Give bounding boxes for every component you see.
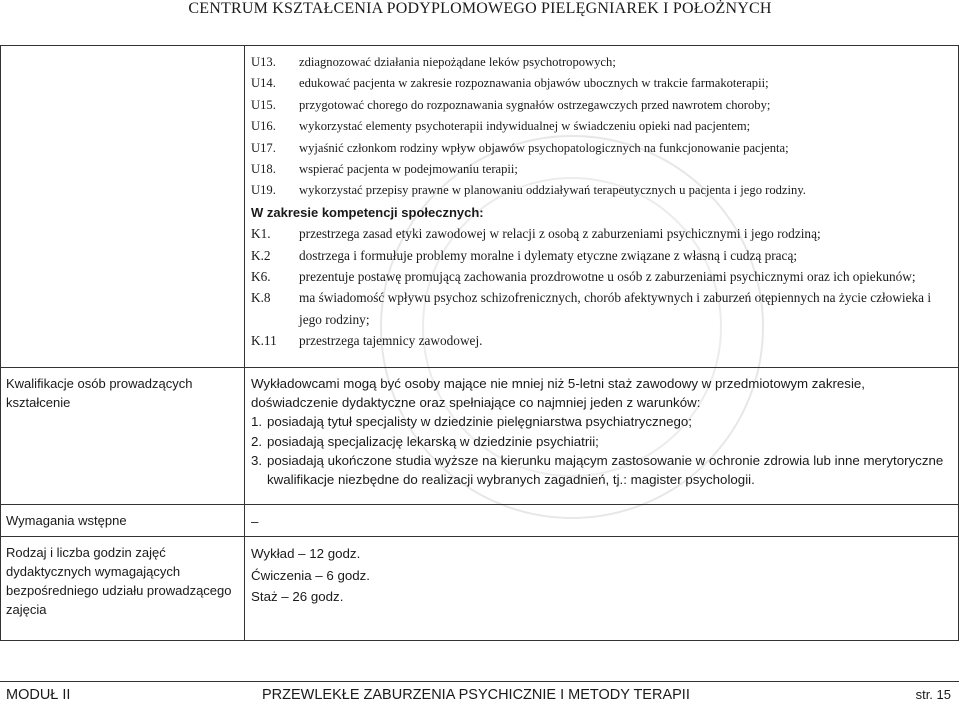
competency-item: K1. przestrzega zasad etyki zawodowej w relacji z osobą z zaburzeniami psychicznymi i jego rodziną; [251,226,821,242]
footer-module: MODUŁ II [6,687,71,703]
qualifications-label: Kwalifikacje osób prowadzących kształcenie [1,368,245,505]
competency-item: K.11 przestrzega tajemnicy zawodowej. [251,333,483,349]
hours-label: Rodzaj i liczba godzin zajęć dydaktycznych wymagających bezpośredniego udziału prowadzącego zajęcia [1,537,245,641]
page-header [0,0,960,36]
prerequisites-value: – [245,505,959,537]
skill-item: U18. wspierać pacjenta w podejmowaniu terapii; [251,162,518,177]
prerequisites-row [1,505,959,537]
learning-outcomes-cell [245,46,959,368]
header-title: CENTRUM KSZTAŁCENIA PODYPLOMOWEGO PIELĘGNIAREK I POŁOŻNYCH [188,0,772,17]
competency-item: K6. prezentuje postawę promującą zachowania prozdrowotne u osób z zaburzeniami psychicznymi oraz ich opiekunów; [251,269,916,285]
qualification-item: 3. posiadają ukończone studia wyższe na kierunku mającym zastosowanie w ochronie zdrowia lub inne merytoryczne kwalifikacje niezbędne do realizacji wybranych zagadnień, tj.: magister psychologii. [251,452,944,488]
hours-cell [245,537,959,641]
hours-row [1,537,959,641]
footer-divider [0,681,959,682]
footer-title: PRZEWLEKŁE ZABURZENIA PSYCHICZNIE I METODY TERAPII [262,687,690,703]
learning-outcomes-label-cell [1,46,245,368]
skill-item: U19. wykorzystać przepisy prawne w planowaniu oddziaływań terapeutycznych u pacjenta i jego rodziny. [251,183,806,198]
skill-item: U17. wyjaśnić członkom rodziny wpływ objawów psychopatologicznych na funkcjonowanie pacjenta; [251,140,789,155]
competencies-list [251,223,952,351]
competencies-heading: W zakresie kompetencji społecznych: [251,204,484,220]
qualification-item: 1. posiadają tytuł specjalisty w dziedzinie pielęgniarstwa psychiatrycznego; [251,414,692,430]
competency-item: K.8 ma świadomość wpływu psychoz schizofrenicznych, chorób afektywnych i zaburzeń otępiennych na życie człowieka i jego rodziny; [251,290,932,327]
qualifications-intro: Wykładowcami mogą być osoby mające nie mniej niż 5-letni staż zawodowy w przedmiotowym zakresie, doświadczenie dydaktyczne oraz spełniające co najmniej jeden z warunków: [251,376,865,411]
qualifications-row [1,368,959,505]
competency-item: K.2 dostrzega i formułuje problemy moralne i dylematy etyczne związane z własną i cudzą pracą; [251,247,798,263]
hours-line-lecture: Wykład – 12 godz. [251,546,361,562]
skill-item: U15. przygotować chorego do rozpoznawania sygnałów ostrzegawczych przed nawrotem choroby; [251,97,771,112]
hours-line-internship: Staż – 26 godz. [251,589,344,605]
prerequisites-label: Wymagania wstępne [1,505,245,537]
skill-item: U13. zdiagnozować działania niepożądane leków psychotropowych; [251,55,616,69]
learning-outcomes-row [1,46,959,368]
footer-page-number: str. 15 [915,687,951,702]
skill-item: U16. wykorzystać elementy psychoterapii indywidualnej w świadczeniu opieki nad pacjentem; [251,119,751,134]
page-footer [0,686,959,704]
skills-list [251,52,952,202]
qualifications-cell [245,368,959,505]
qualification-item: 2. posiadają specjalizację lekarską w dziedzinie psychiatrii; [251,433,599,449]
hours-line-exercises: Ćwiczenia – 6 godz. [251,567,370,583]
skill-item: U14. edukować pacjenta w zakresie rozpoznawania objawów ubocznych w trakcie farmakoterapii; [251,76,769,91]
module-table [0,45,959,641]
